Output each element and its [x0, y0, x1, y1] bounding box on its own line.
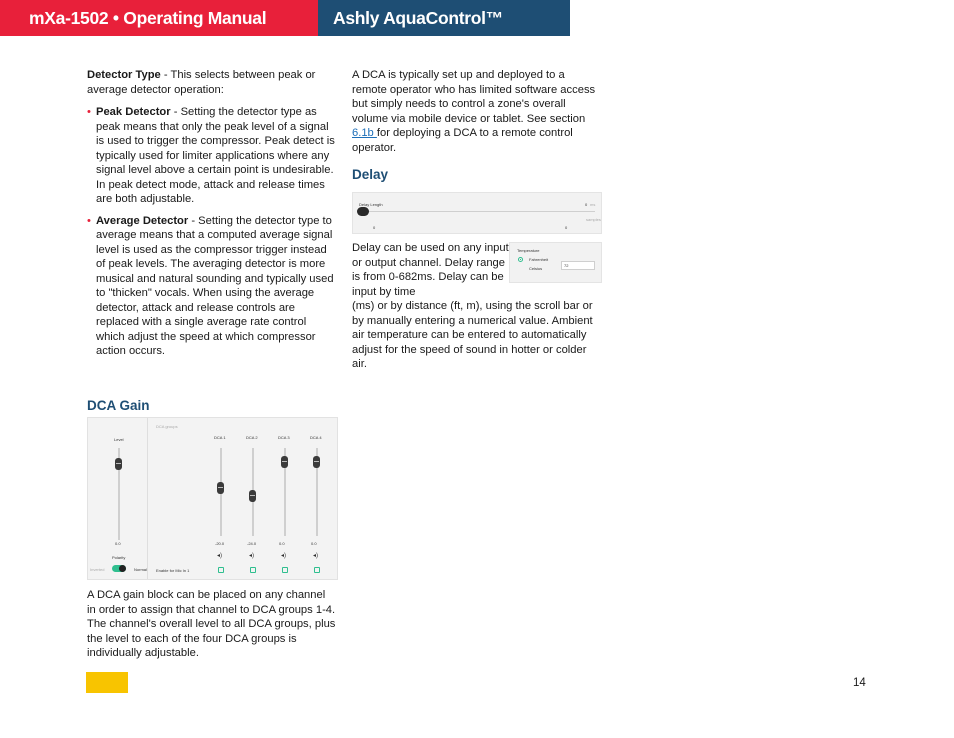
- temperature-screenshot: [509, 242, 602, 283]
- dca-polarity-label: Polarity: [112, 555, 126, 560]
- delay-ms-unit: ms: [590, 202, 596, 207]
- delay-ft-value: 0: [373, 225, 376, 230]
- detector-bullets: [87, 105, 335, 359]
- dca-channel-name: DCA 2: [246, 435, 258, 440]
- dca-gain-paragraph: A DCA gain block can be placed on any channel in order to assign that channel to DCA groups 1-4. The channel's overall level to all DCA groups, plus the level to each of the four DCA groups is individually adjustable.: [87, 589, 336, 659]
- temperature-title: Temperature: [517, 248, 540, 253]
- peak-detector-term: Peak Detector: [96, 106, 171, 118]
- detector-type-paragraph: [87, 68, 335, 97]
- temperature-value: 72: [564, 263, 569, 268]
- footer-yellow-tab: [86, 672, 128, 693]
- dca-polarity-toggle[interactable]: [112, 565, 126, 572]
- delay-paragraph-part-2: (ms) or by distance (ft, m), using the scroll bar or by manually entering a numerical value. Ambient air temperature can be entered to automatically adjust for the speed of sound in hotter or colder air.: [352, 300, 593, 370]
- bullet-peak-detector: [87, 105, 335, 207]
- dca-channel-name: DCA 3: [278, 435, 290, 440]
- dca-gain-screenshot: [87, 417, 338, 580]
- delay-slider-track[interactable]: [359, 211, 595, 212]
- dca-intro-text-end: for deploying a DCA to a remote control operator.: [352, 127, 573, 154]
- dca-channel-fader[interactable]: [217, 482, 224, 494]
- delay-m-value: 0: [565, 225, 568, 230]
- dca-channel-value: 0.0: [279, 541, 285, 546]
- dca-intro-text: A DCA is typically set up and deployed to a remote operator who has limited software access but simply needs to control a zone's overall volume via mobile device or tablet. See section: [352, 69, 596, 125]
- temperature-input[interactable]: [561, 261, 595, 270]
- average-detector-term: Average Detector: [96, 214, 189, 227]
- dca-channel-enable-checkbox[interactable]: [314, 567, 320, 573]
- header-manual-title: mXa-1502 • Operating Manual: [0, 0, 318, 36]
- page-number: 14: [853, 677, 866, 689]
- dca-channel-fader[interactable]: [313, 456, 320, 468]
- dca-channel-value: -24.0: [247, 541, 257, 546]
- dca-gain-heading: DCA Gain: [87, 398, 150, 413]
- dca-channel-enable-checkbox[interactable]: [218, 567, 224, 573]
- delay-heading: Delay: [352, 167, 389, 182]
- fahrenheit-label: Fahrenheit: [529, 257, 549, 262]
- dca-groups-panel: [150, 418, 337, 579]
- dca-inverted-label: Inverted: [90, 567, 105, 572]
- dca-groups-label: DCA groups: [156, 424, 178, 429]
- dca-channel-name: DCA 1: [214, 435, 226, 440]
- dca-channel-mute-icon[interactable]: ◂): [313, 553, 319, 559]
- dca-channel-value: 0.0: [311, 541, 317, 546]
- section-6-1b-link[interactable]: 6.1b: [352, 127, 377, 139]
- bullet-average-detector: [87, 214, 335, 359]
- dca-channel-value: -20.0: [215, 541, 225, 546]
- dca-channel-enable-checkbox[interactable]: [250, 567, 256, 573]
- delay-paragraph-part-1: Delay can be used on any input or output channel. Delay range is from 0-682ms. Delay can be input by time: [352, 242, 509, 298]
- dca-enable-label: Enable for Mic In 1: [156, 568, 190, 573]
- peak-detector-text: - Setting the detector type as peak means that only the peak level of a signal is used to trigger the compressor. Peak detect is typically used for limiter applications where any signal level above a certain point is undesirable. In peak detect mode, attack and release times are both adjustable.: [96, 106, 335, 205]
- header-software-title: Ashly AquaControl™ Software: [318, 0, 570, 36]
- dca-channel-mute-icon[interactable]: ◂): [217, 553, 223, 559]
- dca-level-panel: [88, 418, 148, 579]
- dca-level-label: Level: [114, 437, 124, 442]
- delay-screenshot: [352, 192, 602, 234]
- delay-ms-value: 0: [585, 202, 588, 207]
- dca-level-value: 0.0: [115, 541, 121, 546]
- detector-type-term: Detector Type: [87, 69, 161, 81]
- detector-type-text: - This selects between peak or average detector operation:: [87, 69, 316, 96]
- dca-channel-mute-icon[interactable]: ◂): [281, 553, 287, 559]
- left-column: [87, 68, 335, 366]
- dca-channel-fader[interactable]: [249, 490, 256, 502]
- dca-channel-mute-icon[interactable]: ◂): [249, 553, 255, 559]
- dca-channel-enable-checkbox[interactable]: [282, 567, 288, 573]
- delay-samples-unit: samples: [586, 217, 601, 222]
- dca-channel-fader[interactable]: [281, 456, 288, 468]
- dca-level-fader[interactable]: [115, 458, 122, 470]
- dca-normal-label: Normal: [134, 567, 147, 572]
- dca-channel-name: DCA 4: [310, 435, 322, 440]
- delay-length-label: Delay Length: [359, 202, 383, 207]
- dca-intro-paragraph: [352, 68, 602, 155]
- fahrenheit-radio[interactable]: [518, 257, 523, 262]
- celsius-label: Celsius: [529, 266, 543, 271]
- average-detector-text: - Setting the detector type to average means that a computed average signal level is used as the compressor trigger instead of peak levels. The averaging detector is more musical and natural sounding and typically used to "thicken" vocals. When using the average detector, attack and release controls are replaced with a single average rate control which adjust the speed at which compressor action occurs.: [96, 214, 334, 357]
- delay-slider-knob[interactable]: [357, 207, 369, 216]
